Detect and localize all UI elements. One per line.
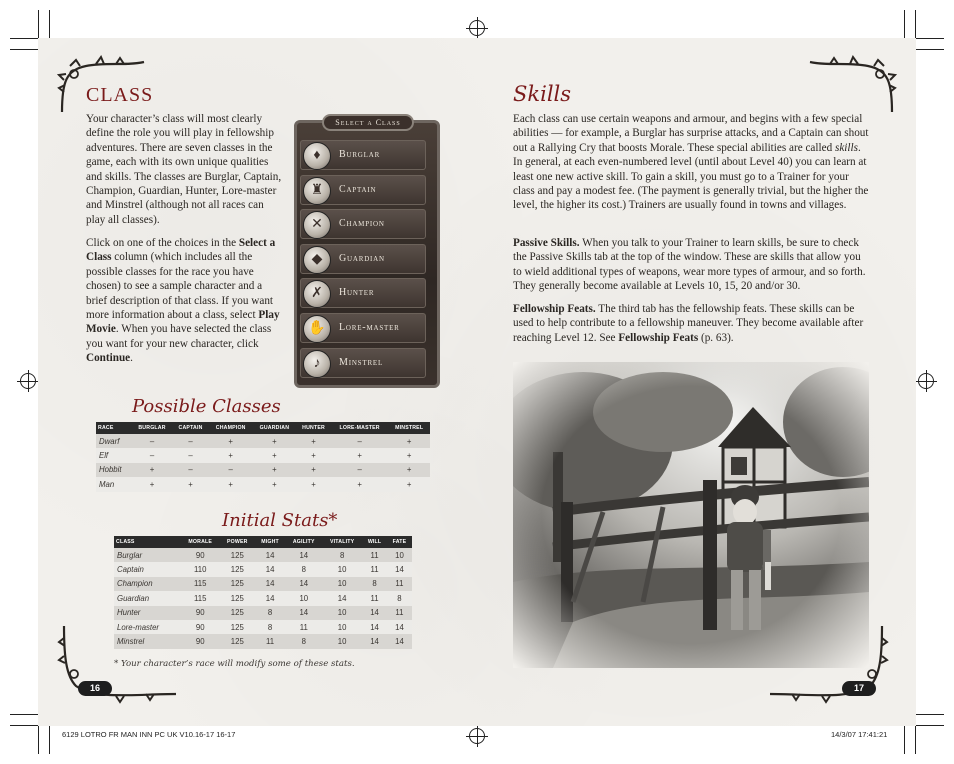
skills-intro-paragraph: Each class can use certain weapons and armour, and begins with a few special abilities — for example, a Burglar has surprise attacks, and a Captain can shout out a Rallying Cry that boosts Morale. These special abilities are called skills. In general, at each even-numbered level (until about Level 40) you can learn at least one new active skill. To gain a skill, you must go to a Trainer for your class and pay a modest fee. (The payment is generally trivial, but the higher the level, the higher its cost.) Trainers are usually found in towns and villages. (513, 113, 869, 212)
crop-mark (10, 725, 38, 726)
table-cell: 125 (220, 577, 255, 591)
table-cell: 14 (322, 591, 362, 605)
crop-mark (10, 38, 38, 39)
table-header-cell: BURGLAR (132, 422, 173, 434)
table-cell: 14 (255, 591, 286, 605)
table-row (114, 591, 412, 605)
table-cell: 11 (362, 562, 387, 576)
table-cell: + (253, 448, 297, 462)
table-cell: 14 (362, 620, 387, 634)
table-cell: 14 (255, 577, 286, 591)
table-cell: 14 (362, 606, 387, 620)
table-cell: 8 (255, 620, 286, 634)
crop-mark (916, 49, 944, 50)
table-header-cell: WILL (362, 536, 387, 548)
table-cell: + (132, 463, 173, 477)
table-cell: 8 (285, 562, 322, 576)
row-label: Elf (96, 448, 132, 462)
class-option-hunter (300, 278, 426, 308)
row-label: Guardian (114, 591, 181, 605)
table-cell: 14 (387, 620, 412, 634)
crop-mark (904, 726, 905, 754)
table-cell: 14 (362, 634, 387, 648)
class-intro-paragraph: Your character’s class will most clearly define the role you will play in fellowship adventures. There are seven classes in the game, each with its own unique qualities and skills. The classes are Burglar, Captain, Champion, Guardian, Hunter, Lore-master and Minstrel (although not all races can play all classes). (86, 113, 282, 226)
page-title: CLASS (86, 84, 154, 106)
row-label: Dwarf (96, 434, 132, 448)
table-cell: – (331, 463, 388, 477)
registration-mark-icon (20, 373, 36, 389)
class-option-label: Minstrel (339, 356, 384, 368)
table-header-cell: LORE-MASTER (331, 422, 388, 434)
table-cell: 90 (181, 634, 220, 648)
crop-mark (915, 10, 916, 38)
hand-icon: ✋ (303, 315, 331, 343)
table-cell: 10 (322, 562, 362, 576)
table-cell: + (296, 434, 331, 448)
initial-stats-heading: Initial Stats* (222, 510, 338, 531)
class-instructions-paragraph: Click on one of the choices in the Select a Class column (which includes all the possible classes for the race you have chosen) to see a sample character and a brief description of that class. If you want more information about a class, select Play Movie. When you have selected the class you want for your new character, click Continue. (86, 237, 280, 365)
class-option-label: Lore-master (339, 322, 400, 333)
stats-footnote: * Your character’s race will modify some of these stats. (114, 659, 355, 669)
table-cell: + (388, 477, 430, 491)
crop-mark (904, 10, 905, 38)
table-cell: + (253, 434, 297, 448)
table-cell: 8 (285, 634, 322, 648)
class-option-champion (300, 209, 426, 239)
table-cell: – (132, 448, 173, 462)
table-cell: – (172, 448, 208, 462)
table-cell: + (388, 448, 430, 462)
table-row (96, 477, 430, 491)
table-cell: 115 (181, 577, 220, 591)
table-cell: – (209, 463, 253, 477)
table-cell: + (253, 463, 297, 477)
bow-icon: ✗ (303, 280, 331, 308)
table-cell: 8 (362, 577, 387, 591)
table-cell: – (172, 434, 208, 448)
crop-mark (49, 726, 50, 754)
table-header-cell: VITALITY (322, 536, 362, 548)
class-option-label: Burglar (339, 149, 381, 160)
table-cell: 8 (387, 591, 412, 605)
row-label: Hobbit (96, 463, 132, 477)
table-cell: + (331, 477, 388, 491)
table-cell: 125 (220, 634, 255, 648)
harp-icon: ♪ (303, 350, 331, 378)
registration-mark-icon (918, 373, 934, 389)
crop-mark (38, 10, 39, 38)
game-screenshot-image (513, 362, 869, 668)
print-slug-right: 14/3/07 17:41:21 (831, 730, 888, 739)
class-option-label: Guardian (339, 252, 385, 264)
row-label: Burglar (114, 548, 181, 562)
table-cell: + (388, 434, 430, 448)
table-cell: + (296, 463, 331, 477)
table-header-cell: FATE (387, 536, 412, 548)
class-option-label: Champion (339, 218, 385, 230)
table-cell: 90 (181, 548, 220, 562)
table-cell: 10 (387, 548, 412, 562)
table-cell: 14 (285, 577, 322, 591)
table-row (114, 562, 412, 576)
table-cell: 125 (220, 620, 255, 634)
table-cell: 14 (387, 634, 412, 648)
torch-icon: ♦ (303, 142, 331, 170)
table-header-cell: AGILITY (285, 536, 322, 548)
crop-mark (38, 726, 39, 754)
table-row (96, 463, 430, 477)
row-label: Minstrel (114, 634, 181, 648)
table-cell: 10 (322, 606, 362, 620)
table-row (96, 434, 430, 448)
table-cell: 125 (220, 548, 255, 562)
table-cell: 10 (322, 620, 362, 634)
passive-skills-paragraph: Passive Skills. When you talk to your Trainer to learn skills, be sure to check the Passive Skills tab at the top of the window. These are skills that allow you to wield additional types of weapons, wear more types of armour, and so forth. They generally become available at Levels 10, 15, 20 and/or 30. (513, 237, 866, 293)
table-header-cell: MIGHT (255, 536, 286, 548)
table-cell: 14 (255, 548, 286, 562)
table-cell: + (209, 477, 253, 491)
table-header-cell: HUNTER (296, 422, 331, 434)
crop-mark (10, 714, 38, 715)
table-cell: 125 (220, 591, 255, 605)
shield-icon: ◆ (303, 246, 331, 274)
table-row (114, 548, 412, 562)
table-header-cell: CHAMPION (209, 422, 253, 434)
crop-mark (916, 714, 944, 715)
table-row (114, 620, 412, 634)
table-cell: + (388, 463, 430, 477)
row-label: Lore-master (114, 620, 181, 634)
page-number: 17 (842, 681, 876, 696)
table-cell: + (172, 477, 208, 491)
skills-heading: Skills (513, 82, 572, 106)
table-cell: + (209, 448, 253, 462)
class-option-minstrel (300, 348, 426, 378)
table-cell: 10 (322, 634, 362, 648)
table-cell: 11 (387, 577, 412, 591)
table-header-cell: MINSTREL (388, 422, 430, 434)
table-cell: 8 (322, 548, 362, 562)
table-cell: 115 (181, 591, 220, 605)
row-label: Champion (114, 577, 181, 591)
table-header-cell: GUARDIAN (253, 422, 297, 434)
possible-classes-heading: Possible Classes (132, 396, 281, 417)
table-cell: 11 (285, 620, 322, 634)
table-cell: 10 (285, 591, 322, 605)
table-header-cell: CAPTAIN (172, 422, 208, 434)
crop-mark (915, 726, 916, 754)
table-cell: 125 (220, 606, 255, 620)
table-cell: 14 (387, 562, 412, 576)
crossed-swords-icon: ✕ (303, 211, 331, 239)
table-cell: 90 (181, 606, 220, 620)
class-option-guardian (300, 244, 426, 274)
registration-mark-icon (469, 20, 485, 36)
table-header-cell: POWER (220, 536, 255, 548)
initial-stats-table (114, 536, 412, 649)
page-number: 16 (78, 681, 112, 696)
table-cell: 90 (181, 620, 220, 634)
table-cell: 110 (181, 562, 220, 576)
row-label: Captain (114, 562, 181, 576)
class-option-captain (300, 175, 426, 205)
table-cell: 10 (322, 577, 362, 591)
class-option-label: Captain (339, 183, 377, 195)
table-cell: 14 (285, 548, 322, 562)
crop-mark (49, 10, 50, 38)
table-cell: 11 (362, 591, 387, 605)
table-cell: + (331, 448, 388, 462)
print-slug-left: 6129 LOTRO FR MAN INN PC UK V10.16-17 16-17 (62, 730, 236, 739)
table-cell: 11 (255, 634, 286, 648)
table-header-cell: CLASS (114, 536, 181, 548)
table-row (114, 634, 412, 648)
table-header-cell: MORALE (181, 536, 220, 548)
crop-mark (10, 49, 38, 50)
table-row (114, 606, 412, 620)
class-option-label: Hunter (339, 287, 375, 299)
class-option-burglar (300, 140, 426, 170)
crop-mark (916, 725, 944, 726)
table-row (114, 577, 412, 591)
table-cell: – (172, 463, 208, 477)
table-cell: + (296, 448, 331, 462)
table-cell: 14 (255, 562, 286, 576)
select-class-title: Select a Class (322, 114, 414, 131)
class-option-lore-master (300, 313, 426, 343)
row-label: Hunter (114, 606, 181, 620)
table-cell: – (132, 434, 173, 448)
table-cell: – (331, 434, 388, 448)
table-cell: + (209, 434, 253, 448)
table-cell: 11 (387, 606, 412, 620)
possible-classes-table (96, 422, 430, 492)
registration-mark-icon (469, 728, 485, 744)
table-cell: + (253, 477, 297, 491)
fellowship-feats-paragraph: Fellowship Feats. The third tab has the fellowship feats. These skills can be used to help contribute to a fellowship maneuver. They become available after reaching Level 12. See Fellowship Feats (p. 63). (513, 303, 864, 344)
table-cell: 14 (285, 606, 322, 620)
table-cell: + (132, 477, 173, 491)
table-header-cell: RACE (96, 422, 132, 434)
helmet-icon: ♜ (303, 177, 331, 205)
table-cell: 8 (255, 606, 286, 620)
table-row (96, 448, 430, 462)
row-label: Man (96, 477, 132, 491)
table-cell: 125 (220, 562, 255, 576)
table-cell: + (296, 477, 331, 491)
table-cell: 11 (362, 548, 387, 562)
crop-mark (916, 38, 944, 39)
